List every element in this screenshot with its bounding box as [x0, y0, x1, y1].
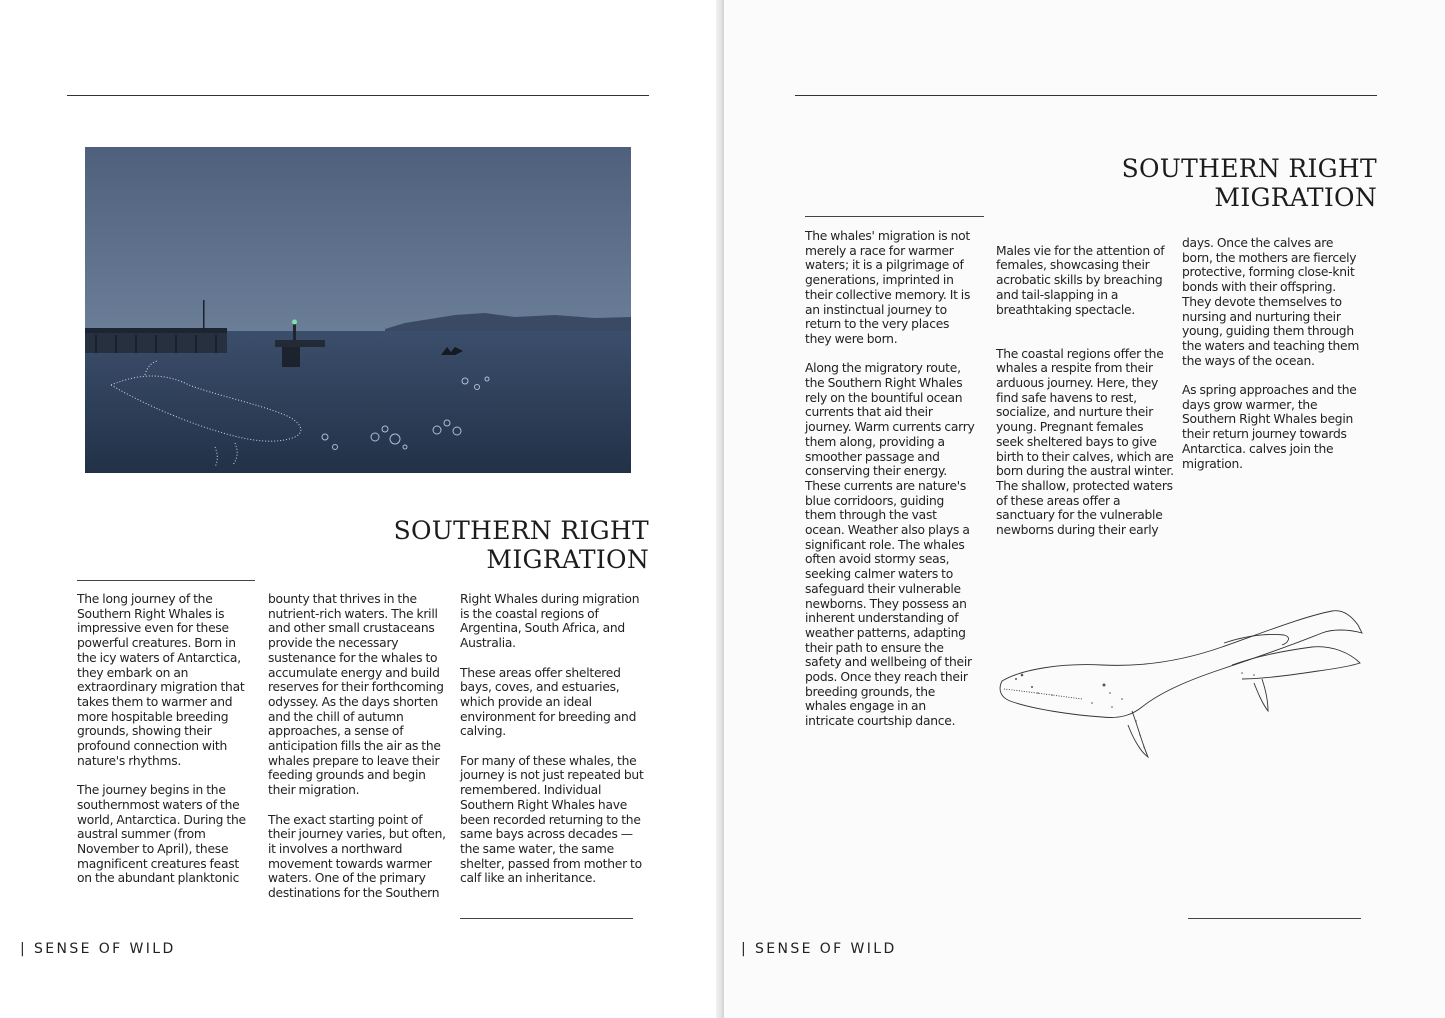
whale-harbor-photo: [85, 147, 631, 473]
paragraph: The exact starting point of their journey varies, but often, it involves a northward movement towards warmer waters. One of the primary destinations for the Southern: [268, 812, 446, 901]
top-rule: [795, 95, 1377, 96]
paragraph: bounty that thrives in the nutrient-rich waters. The krill and other small crustaceans provide the necessary sustenance for the whales to accumulate energy and build reserves for their forthcoming odyssey. As the days shorten and the chill of autumn approaches, a sense of anticipation fills the air as the whales prepare to leave their feeding grounds and begin their migration.: [268, 592, 444, 798]
paragraph: These areas offer sheltered bays, coves, and estuaries, which provide an ideal environment for breeding and calving.: [460, 665, 637, 739]
paragraph: days. Once the calves are born, the mothers are fiercely protective, forming close-knit bonds with their offspring. They devote themselves to nursing and nurturing their young, guiding them through the waters and teaching them the ways of the ocean.: [1182, 236, 1360, 368]
paragraph: Along the migratory route, the Southern Right Whales rely on the bountiful ocean currents that aid their journey. Warm currents carry them along, providing a smoother passage and conserving their energy. These currents are nature's blue corridoors, guiding them through the vast ocean. Weather also plays a significant role. The whales often avoid stormy seas, seeking calmer waters to safeguard their vulnerable newborns. They possess an inherent understanding of weather patterns, adapting their path to ensure the safety and wellbeing of their pods. Once they reach their breeding grounds, the whales engage in an intricate courtship dance.: [805, 361, 975, 729]
magazine-footer: | SENSE OF WILD: [20, 941, 176, 957]
paragraph: The coastal regions offer the whales a respite from their arduous journey. Here, they find safe havens to rest, socialize, and nurture their young. Pregnant females seek sheltered bays to give birth to their calves, which are born during the austral winter. The shallow, protected waters of these areas offer a sanctuary for the vulnerable newborns during their early: [996, 346, 1174, 538]
column-rule-top: [805, 216, 984, 217]
right-page: [724, 0, 1445, 1018]
page-title: SOUTHERN RIGHT MIGRATION: [1121, 154, 1377, 212]
column-rule-bottom: [460, 918, 633, 919]
article-column-1: [805, 229, 977, 729]
paragraph: For many of these whales, the journey is not just repeated but remembered. Individual Southern Right Whales have been recorded returning to the same bays across decades — the same water, the same shelter, passed from mother to calf like an inheritance.: [460, 753, 644, 886]
paragraph: The long journey of the Southern Right Whales is impressive even for these powerful creatures. Born in the icy waters of Antarctica, they embark on an extraordinary migration that takes them to warmer and more hospitable breeding grounds, showing their profound connection with nature's rhythms.: [77, 592, 245, 768]
magazine-footer: | SENSE OF WILD: [741, 941, 897, 957]
column-rule-top: [77, 580, 255, 581]
paragraph: The whales' migration is not merely a race for warmer waters; it is a pilgrimage of generations, imprinted in their collective memory. It is an instinctual journey to return to the very places they were born.: [805, 229, 971, 346]
column-rule-bottom: [1188, 918, 1361, 919]
article-column-3: [1182, 236, 1364, 471]
whale-mother-calf-sketch: [992, 603, 1372, 763]
article-column-2: [268, 592, 448, 901]
article-column-2: [996, 229, 1174, 552]
article-column-3: [460, 592, 644, 886]
article-column-1: [77, 592, 255, 886]
paragraph: As spring approaches and the days grow warmer, the Southern Right Whales begin their return journey towards Antarctica. calves join the migration.: [1182, 383, 1357, 471]
page-title: SOUTHERN RIGHT MIGRATION: [393, 516, 649, 574]
paragraph: Right Whales during migration is the coastal regions of Argentina, South Africa, and Australia.: [460, 592, 640, 651]
paragraph: The journey begins in the southernmost waters of the world, Antarctica. During the austral summer (from November to April), these magnificent creatures feast on the abundant planktonic: [77, 783, 246, 886]
top-rule: [67, 95, 649, 96]
paragraph: Males vie for the attention of females, showcasing their acrobatic skills by breaching and tail-slapping in a breathtaking spectacle.: [996, 243, 1165, 317]
left-page: [0, 0, 722, 1018]
